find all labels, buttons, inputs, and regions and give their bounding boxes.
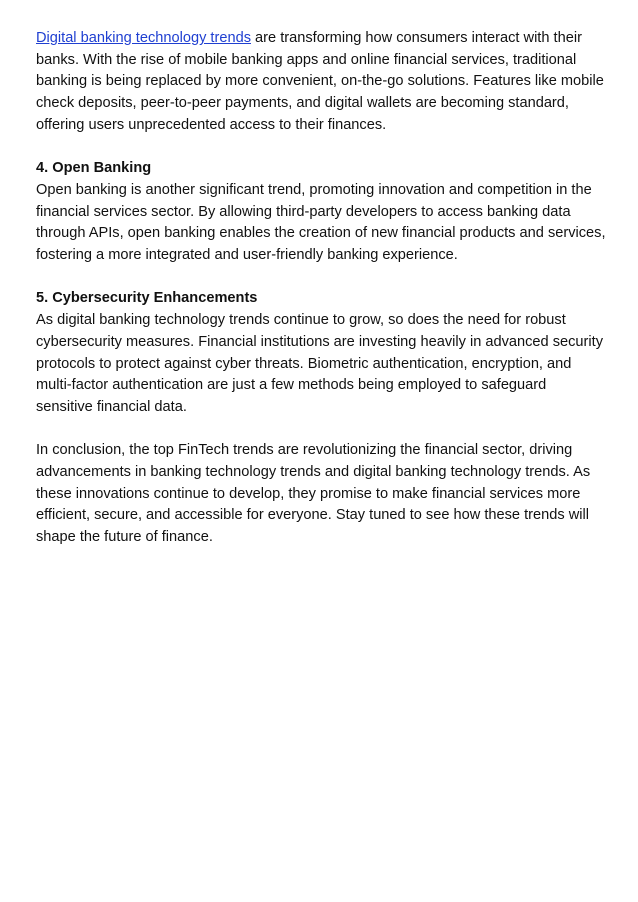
conclusion-paragraph: In conclusion, the top FinTech trends are revolutionizing the financial sector, driving advancements in banking technology trends and digital banking technology trends. As these innovations continue to develop, they promise to make financial services more efficient, secure, and accessible for everyone. Stay tuned to see how these trends will shape the future of finance. [36,442,591,546]
article-body [36,28,606,549]
section-heading-cybersecurity: 5. Cybersecurity Enhancements [36,290,258,307]
section-heading-open-banking: 4. Open Banking [36,160,152,177]
paragraph-spacer [36,137,606,159]
section-body-cybersecurity: As digital banking technology trends continue to grow, so does the need for robust cybersecurity measures. Financial institutions are investing heavily in advanced security protocols to protect against cyber threats. Biometric authentication, encryption, and multi-factor authentication are just a few methods being employed to safeguard sensitive financial data. [36,312,603,415]
intro-paragraph [36,28,606,137]
section-body-open-banking: Open banking is another significant trend, promoting innovation and competition in the financial services sector. By allowing third-party developers to access banking data through APIs, open banking enables the creation of new financial products and services, fostering a more integrated and user-friendly banking experience. [36,181,606,264]
paragraph-spacer [36,419,606,441]
paragraph-spacer [36,267,606,289]
digital-banking-trends-link[interactable]: Digital banking technology trends [36,30,251,46]
intro-text: are transforming how consumers interact with their banks. With the rise of mobile banking apps and online financial services, traditional banking is being replaced by more convenient, on-the-go solutions. Features like mobile check deposits, peer-to-peer payments, and digital wallets are becoming standard, offering users unprecedented access to their finances. [36,30,604,133]
